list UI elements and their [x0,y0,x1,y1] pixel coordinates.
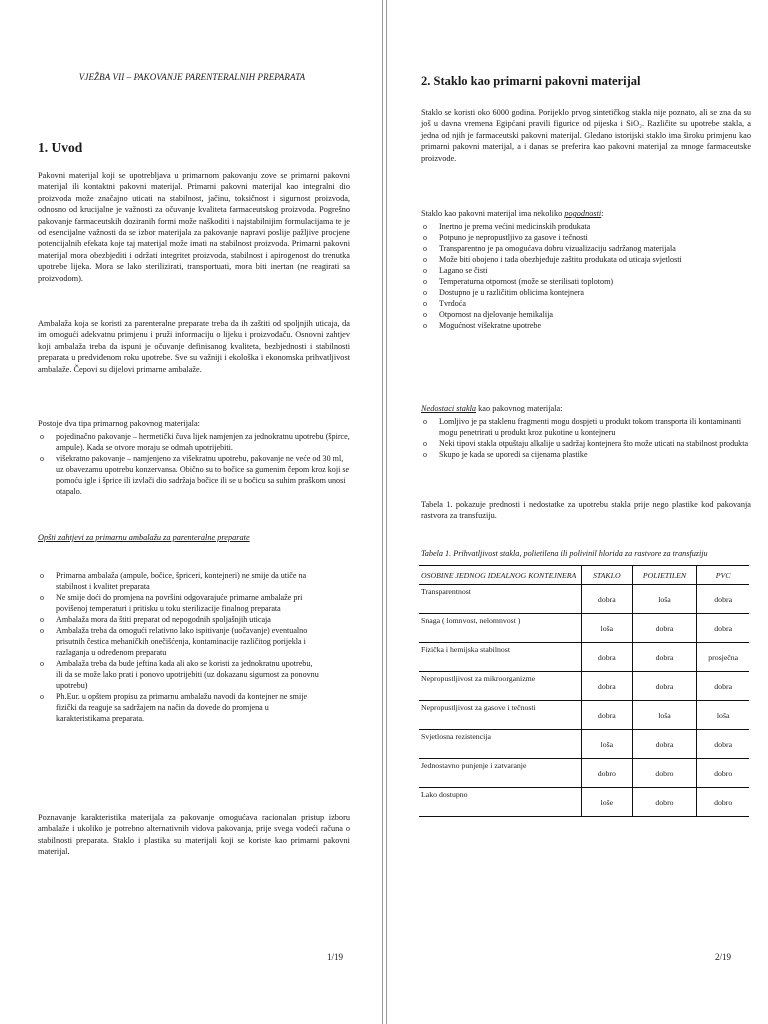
table-cell: dobra [632,643,697,672]
table-cell: loša [581,730,632,759]
disadvantages-intro-text: kao pakovnog materijala: [476,404,563,413]
table-cell: Fizička i hemijska stabilnost [419,643,581,672]
list-item: o Mogućnost višekratne upotrebe [421,320,751,331]
list-item: o Ambalaža treba da omogući relativno lako ispitivanje (uočavanje) eventualno prisutnih čestica mehaničkih onečišćenja, kontaminacije različitog porijekla i razlaganja u određenom preparatu [38,625,320,658]
table-cell: loša [632,585,697,614]
table-row [419,701,749,730]
list-item: o pojedinačno pakovanje – hermetički čuva lijek namjenjen za jednokratnu upotrebu (špirce, ampule). Kada se otvore moraju se odmah upotrijebiti. [38,431,350,453]
table-row [419,585,749,614]
packaging-types-list [38,431,350,497]
table-header-row [419,566,749,585]
table-header: STAKLO [581,566,632,585]
table-row [419,643,749,672]
list-item: o Otpornost na djelovanje hemikalija [421,309,751,320]
section-heading-uvod: 1. Uvod [38,140,83,155]
left-page [0,0,383,1024]
table-cell: dobra [632,730,697,759]
intro-paragraph-4: Poznavanje karakteristika materijala za pakovanje omogućava racionalan pristup izboru ambalaže i ukoliko je potrebno alternativnih vidova pakovanja, prije svega vodeći računa o stabilnosti preparata. Staklo i plastika su materijali koji se koriste kao primarni pakovni materijal. [38,813,350,857]
table-cell: loša [632,701,697,730]
intro-paragraph-3: Postoje dva tipa primarnog pakovnog materijala: [38,419,200,428]
table-header: OSOBINE JEDNOG IDEALNOG KONTEJNERA [419,566,581,585]
table-header: POLIETILEN [632,566,697,585]
list-item: o Neki tipovi stakla otpuštaju alkalije u sadržaj kontejnera što može uticati na stabilnost produkta [421,438,751,449]
table-cell: dobra [581,701,632,730]
list-item: o Transparentno je pa omogućava dobru vizualizaciju sadržanog materijala [421,243,751,254]
requirements-list [38,570,320,724]
list-item: o Skupo je kada se uporedi sa cijenama plastike [421,449,751,460]
table-row [419,672,749,701]
table-cell: Jednostavno punjenje i zatvaranje [419,759,581,788]
table-header: PVC [697,566,749,585]
page-number: 2/19 [715,952,732,962]
table-cell: dobra [581,643,632,672]
list-item: o Ambalaža treba da bude jeftina kada ali ako se koristi za jednokratnu upotrebu, ili da se može lako prati i ponovo upotrijebiti (uz dokazanu sigurnost za ponovnu upotrebu) [38,658,320,691]
advantages-intro: Staklo kao pakovni materijal ima nekoliko pogodnosti: [421,209,604,218]
table-cell: dobra [632,614,697,643]
list-item: o Ambalaža mora da štiti preparat od nepogodnih spoljašnjih uticaja [38,614,320,625]
list-item: o Ph.Eur. u opštem propisu za primarnu ambalažu navodi da kontejner ne smije fizički da reaguje sa sadržajem na način da dovede do promjena u karakteristikama preparata. [38,691,320,724]
table-cell: dobra [632,672,697,701]
table-cell: loše [581,788,632,817]
requirements-subtitle: Opšti zahtjevi za primarnu ambalažu za parenteralne preparate [38,533,250,542]
table-cell: dobro [581,759,632,788]
table-cell: Lako dostupno [419,788,581,817]
table-cell: Snaga ( lomnvost, nelomnvost ) [419,614,581,643]
table-cell: dobro [632,759,697,788]
table-cell: loša [697,701,749,730]
comparison-table [419,565,749,817]
table-row [419,730,749,759]
table-cell: dobra [581,585,632,614]
table-cell: dobra [697,614,749,643]
list-item: o Dostupno je u različitim oblicima kontejnera [421,287,751,298]
table-cell: prosječna [697,643,749,672]
table-cell: loša [581,614,632,643]
list-item: o višekratno pakovanje – namjenjeno za višekratnu upotrebu, pakovanje ne veće od 30 ml, uz obavezamu upotrebu konzervansa. Obično su to bočice sa gumenim čepom kroz koji se pomoću igle i šprice ili izvlači dio sadržaja bočice ili se u bočicu sa suhim praškom unosi otapalo. [38,453,350,497]
table-cell: dobro [632,788,697,817]
table-cell: dobra [697,730,749,759]
list-item: o Potpuno je nepropustljivo za gasove i tečnosti [421,232,751,243]
section-heading-staklo: 2. Staklo kao primarni pakovni materijal [421,74,641,88]
right-page [386,0,768,1024]
table-row [419,614,749,643]
advantages-list [421,221,751,331]
list-item: o Tvrdoća [421,298,751,309]
disadvantages-list [421,416,751,460]
table-cell: dobra [697,672,749,701]
intro-paragraph-2: Ambalaža koja se koristi za parenteralne preparate treba da ih zaštiti od spoljnjih uticaja, da im omogući adekvatnu primjenu i pruži informaciju o lijeku i proizvođaču. Osnovni zahtjev koji ambalaža treba da ispuni je očuvanje definisanog kvaliteta, bezbjednosti i stabilnosti preparata u predviđenom roku upotrebe. Sve su važniji i ekološka i ekonomska prihvatljivost ambalaže. Čepovi su dijelovi primarne ambalaže. [38,319,350,374]
advantages-intro-text: Staklo kao pakovni materijal ima nekoliko [421,209,563,218]
list-item: o Lagano se čisti [421,265,751,276]
page-number: 1/19 [327,952,344,962]
disadvantages-word: Nedostaci stakla [421,404,477,413]
disadvantages-intro [421,403,751,414]
table-cell: dobro [697,759,749,788]
table-cell: Nepropustljivost za mikroorganizme [419,672,581,701]
table-cell: Transparentnost [419,585,581,614]
table-cell: Nepropustljivost za gasove i tečnosti [419,701,581,730]
list-item: o Lomljivo je pa staklenu fragmenti mogu dospjeti u produkt tokom transporta ili kontaminanti mogu penetrirati u produkt kroz pukotine u kontejneru [421,416,751,438]
table-cell: Svjetlosna rezistencija [419,730,581,759]
table-cell: dobra [697,585,749,614]
list-item: o Može biti obojeno i tada obezbjeđuje zaštitu produkata od uticaja svjetlosti [421,254,751,265]
table-row [419,788,749,817]
document-title: VJEŽBA VII – PAKOVANJE PARENTERALNIH PREPARATA [78,72,306,82]
intro-paragraph-1: Pakovni materijal koji se upotrebljava u primarnom pakovanju zove se primarni pakovni materijal ili kontaktni pakovni materijal. Primarni pakovni materijal kao integralni dio proizvoda može značajno uticati na stabilnost, jačinu, toksičnost i sigurnost proizvoda, odnosno od krucijalne je važnosti za očuvanje kvaliteta farmaceutskog proizvoda. Pogrešno pakovanje farmaceutskih doziranih formi može naškoditi i najstabilnijim formulacijama te je od esencijalne važnosti da se izbor materijala za pakovanje napravi poslije pažljive procjene potencijalnih efekata koje taj materijal može imati na stabilnost proizvoda. Primarni pakovni materijal mora obezbjediti i održati integritet proizvoda, stabilnost i apirogenost do trenutka upotrebe lijeka. Mora se lako sterilizirati, transportuati, mora biti inertan (ne reagirati sa proizvodom). [38,171,350,283]
advantages-word: pogodnosti [564,209,602,218]
glass-paragraph-1: Staklo se koristi oko 6000 godina. Porijeklo prvog sintetičkog stakla nije poznato, ali se zna da su još u davna vremena Egipćani pravili figurice od pijeska i SiO₂. Različite su upotrebe stakla, a jedna od njih je farmaceutski pakovni materijal. Gledano istorijski staklo ima široku primjenu kao primarni pakovni materijal, a i danas se preferira kao pakovni materijal za mnoge farmaceutske proizvode. [421,108,751,163]
table-cell: dobro [697,788,749,817]
table-row [419,759,749,788]
table-reference-paragraph: Tabela 1. pokazuje prednosti i nedostatke za upotrebu stakla prije nego plastike kod pakovanja rastvora za transfuziju. [421,500,751,521]
list-item: o Primarna ambalaža (ampule, bočice, špriceri, kontejneri) ne smije da utiče na stabilnost i kvalitet preparata [38,570,320,592]
list-item: o Ne smije doći do promjena na površini odgovarajuće primarne ambalaže pri povišenoj temperaturi i pritisku u toku sterilizacije finalnog preparata [38,592,320,614]
list-item: o Temperaturna otpornost (može se sterilisati toplotom) [421,276,751,287]
table-caption: Tabela 1. Prihvatljivost stakla, polietilena ili polivinil hlorida za rastvore za transfuziju [421,549,708,558]
table-cell: dobra [581,672,632,701]
list-item: o Inertno je prema većini medicinskih produkata [421,221,751,232]
